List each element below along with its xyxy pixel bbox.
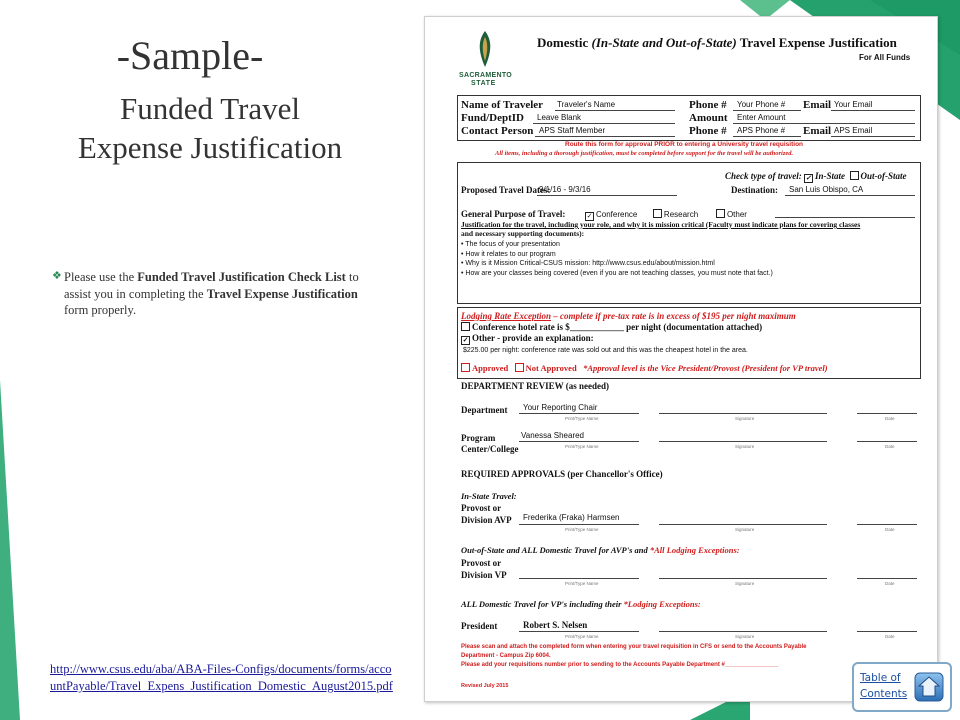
label-provost-or-2: Provost or bbox=[461, 558, 502, 568]
label-provost-or-1: Provost or bbox=[461, 503, 502, 513]
route-instruction-1: Route this form for approval PRIOR to entering a University travel requisition bbox=[565, 141, 804, 148]
value-email-1: Your Email bbox=[834, 100, 873, 109]
value-email-2: APS Email bbox=[834, 126, 873, 135]
value-program: Vanessa Sheared bbox=[521, 431, 585, 440]
value-phone-2: APS Phone # bbox=[737, 126, 786, 135]
lodging-heading: Lodging Rate Exception – complete if pre-tax rate is in excess of $195 per night maximum bbox=[461, 311, 796, 321]
form-title: Domestic (In-State and Out-of-State) Travel Expense Justification bbox=[537, 35, 897, 50]
label-phone-1: Phone # bbox=[689, 99, 727, 111]
label-contact-person: Contact Person bbox=[461, 125, 534, 137]
caption-date: Date bbox=[885, 581, 895, 586]
caption-print-name: Print/Type Name bbox=[565, 527, 599, 532]
toc-line-2: Contents bbox=[860, 687, 908, 700]
label-purpose: General Purpose of Travel: bbox=[461, 209, 566, 219]
justification-list bbox=[461, 240, 773, 278]
form-pdf-link[interactable]: http://www.csus.edu/aba/ABA-Files-Configs/documents/forms/accountPayable/Travel_Expens_Justification_Domestic_August2015.pdf bbox=[50, 662, 393, 694]
caption-signature: Signature bbox=[735, 444, 755, 449]
value-amount: Enter Amount bbox=[737, 113, 786, 122]
form-subtitle: For All Funds bbox=[859, 53, 911, 62]
value-proposed-dates: 9/1/16 - 9/3/16 bbox=[539, 185, 591, 194]
toc-line-1: Table of bbox=[860, 672, 901, 684]
slide-title: -Sample- bbox=[116, 33, 264, 78]
caption-signature: Signature bbox=[735, 527, 755, 532]
subtitle-line-2: Expense Justification bbox=[77, 129, 343, 165]
subtitle-line-1: Funded Travel bbox=[120, 91, 300, 126]
justification-note-2: and necessary supporting documents): bbox=[461, 229, 585, 238]
label-division-avp: Division AVP bbox=[461, 515, 512, 525]
justification-item: • The focus of your presentation bbox=[461, 241, 560, 248]
value-destination: San Luis Obispo, CA bbox=[789, 185, 864, 194]
caption-signature: Signature bbox=[735, 416, 755, 421]
justification-item: • How are your classes being covered (even if you are not teaching classes, you must note that fact.) bbox=[461, 269, 773, 277]
label-center-college: Center/College bbox=[461, 444, 519, 454]
bullet-bold-1: Funded Travel Justification Check List bbox=[137, 270, 346, 284]
value-traveler: Traveler's Name bbox=[557, 100, 616, 109]
bullet-text-2: to assist you in completing the bbox=[64, 270, 359, 301]
value-department: Your Reporting Chair bbox=[523, 403, 598, 412]
bullet-text-1: Please use the bbox=[64, 270, 138, 284]
label-destination: Destination: bbox=[731, 185, 778, 195]
bullet-diamond-icon: ❖ bbox=[52, 270, 62, 282]
vp-travel-heading: ALL Domestic Travel for VP's including their *Lodging Exceptions: bbox=[461, 599, 701, 609]
label-fund-deptid: Fund/DeptID bbox=[461, 112, 524, 124]
bullet-bold-2: Travel Expense Justification bbox=[206, 286, 358, 301]
home-icon bbox=[914, 672, 944, 702]
sacramento-state-logo-icon bbox=[473, 31, 497, 67]
route-instruction-2: All items, including a thorough justification, must be completed before support for the travel will be authorized. bbox=[495, 150, 794, 157]
caption-date: Date bbox=[885, 444, 895, 449]
required-approvals-heading: REQUIRED APPROVALS (per Chancellor's Office) bbox=[461, 469, 663, 479]
label-program: Program bbox=[461, 433, 496, 443]
bullet-text-3: form properly. bbox=[64, 303, 137, 318]
check-type-row: Check type of travel: ✓ In-State Out-of-State bbox=[725, 171, 907, 182]
out-of-state-heading: Out-of-State and ALL Domestic Travel for AVP's and *All Lodging Exceptions: bbox=[461, 545, 740, 555]
value-avp: Frederika (Fraka) Harmsen bbox=[523, 513, 620, 522]
label-department: Department bbox=[461, 405, 508, 415]
footer-instruction-2: Department - Campus Zip 6004. bbox=[461, 653, 551, 659]
caption-print-name: Print/Type Name bbox=[565, 634, 599, 639]
label-division-vp: Division VP bbox=[461, 570, 507, 580]
lodging-option-2: ✓ Other - provide an explanation: bbox=[462, 333, 594, 344]
logo-text-line1: SACRAMENTO bbox=[459, 72, 513, 79]
justification-item: • How it relates to our program bbox=[461, 250, 556, 258]
in-state-travel-heading: In-State Travel: bbox=[461, 491, 517, 501]
label-proposed-dates: Proposed Travel Dates: bbox=[461, 185, 551, 195]
slide-subtitle bbox=[40, 90, 380, 168]
footer-instruction-1: Please scan and attach the completed form when entering your travel requisition in CFS or send to the Accounts Payable bbox=[461, 644, 807, 650]
value-contact: APS Staff Member bbox=[539, 126, 606, 135]
approval-row: Approved Not Approved *Approval level is the Vice President/Provost (President for VP travel) bbox=[461, 363, 828, 373]
caption-print-name: Print/Type Name bbox=[565, 581, 599, 586]
lodging-explanation: $225.00 per night: conference rate was sold out and this was the cheapest hotel in the area. bbox=[463, 347, 748, 354]
caption-date: Date bbox=[885, 634, 895, 639]
logo-text-line2: STATE bbox=[471, 80, 496, 87]
lodging-option-1: Conference hotel rate is $____________ per night (documentation attached) bbox=[461, 322, 762, 332]
label-email-2: Email bbox=[803, 125, 832, 137]
label-president: President bbox=[461, 621, 498, 631]
side-decoration-left bbox=[0, 380, 20, 720]
value-president: Robert S. Nelsen bbox=[523, 620, 588, 630]
dept-review-heading: DEPARTMENT REVIEW (as needed) bbox=[461, 381, 609, 391]
label-name-of-traveler: Name of Traveler bbox=[461, 99, 544, 111]
revised-date: Revised July 2015 bbox=[461, 683, 509, 689]
label-amount: Amount bbox=[689, 112, 728, 124]
purpose-options: ✓ Conference Research Other bbox=[586, 210, 747, 220]
footer-instruction-3: Please add your requisitions number prior to sending to the Accounts Payable Department #________________ bbox=[461, 662, 779, 668]
caption-print-name: Print/Type Name bbox=[565, 444, 599, 449]
instruction-bullet bbox=[52, 269, 384, 319]
travel-form-image bbox=[424, 16, 938, 702]
label-phone-2: Phone # bbox=[689, 125, 727, 137]
justification-heading: Justification for the travel, including your role, and why it is mission critical (Faculty must indicate plans for covering classes bbox=[461, 220, 861, 229]
caption-date: Date bbox=[885, 527, 895, 532]
label-email-1: Email bbox=[803, 99, 832, 111]
caption-signature: Signature bbox=[735, 634, 755, 639]
caption-print-name: Print/Type Name bbox=[565, 416, 599, 421]
caption-date: Date bbox=[885, 416, 895, 421]
toc-label bbox=[860, 671, 907, 703]
value-fund: Leave Blank bbox=[537, 113, 582, 122]
table-of-contents-button[interactable] bbox=[852, 662, 952, 712]
value-phone-1: Your Phone # bbox=[737, 100, 786, 109]
caption-signature: Signature bbox=[735, 581, 755, 586]
justification-item: • Why is it Mission Critical-CSUS mission: http://www.csus.edu/about/mission.html bbox=[461, 260, 715, 267]
